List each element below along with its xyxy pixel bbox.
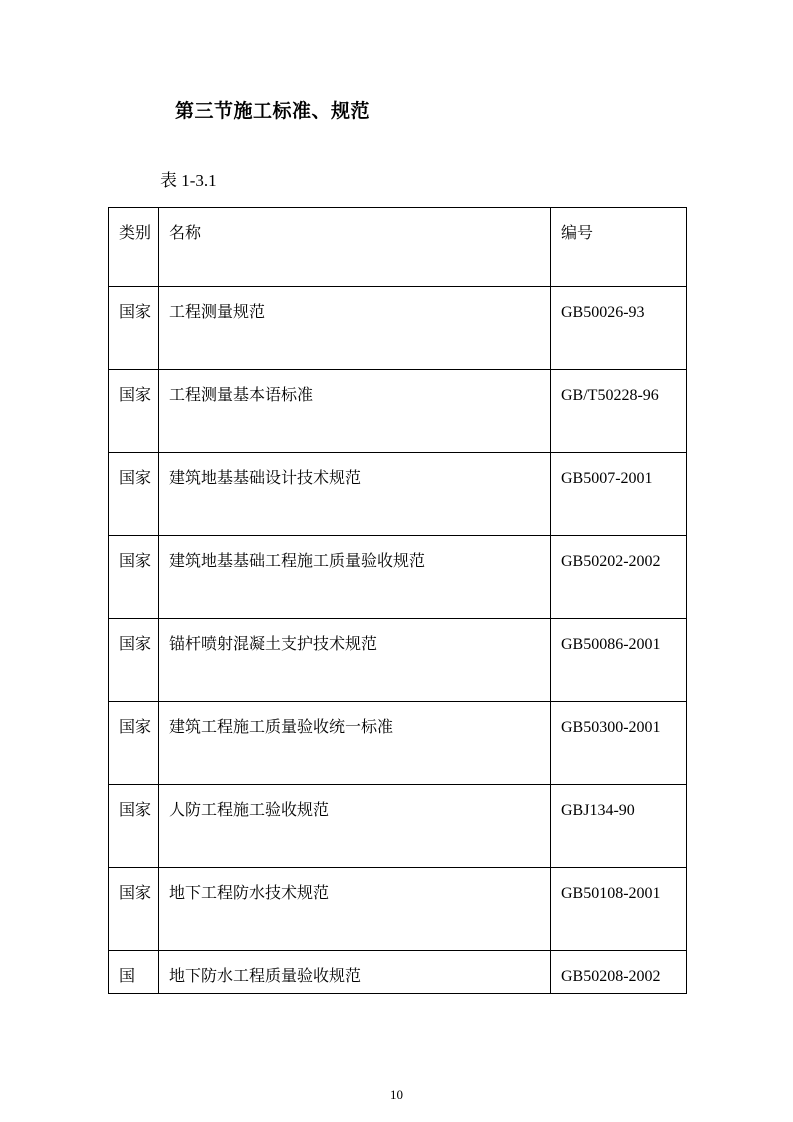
cell-type: 国家 <box>109 868 159 951</box>
cell-name: 建筑工程施工质量验收统一标准 <box>159 702 551 785</box>
cell-name: 工程测量规范 <box>159 287 551 370</box>
cell-code: GB50300-2001 <box>551 702 687 785</box>
cell-type: 国家 <box>109 619 159 702</box>
table-row <box>109 619 687 702</box>
cell-type: 国家 <box>109 287 159 370</box>
standards-table <box>108 207 687 994</box>
cell-name: 工程测量基本语标准 <box>159 370 551 453</box>
table-row <box>109 702 687 785</box>
cell-code: GBJ134-90 <box>551 785 687 868</box>
cell-code: GB50026-93 <box>551 287 687 370</box>
table-row <box>109 785 687 868</box>
cell-name: 地下防水工程质量验收规范 <box>159 951 551 994</box>
cell-type: 国家 <box>109 785 159 868</box>
table-header-row <box>109 208 687 287</box>
cell-code: GB50108-2001 <box>551 868 687 951</box>
cell-name: 建筑地基基础设计技术规范 <box>159 453 551 536</box>
cell-type: 国家 <box>109 702 159 785</box>
cell-type: 国家 <box>109 370 159 453</box>
table-row <box>109 868 687 951</box>
cell-name: 锚杆喷射混凝土支护技术规范 <box>159 619 551 702</box>
column-header-name: 名称 <box>159 208 551 287</box>
column-header-code: 编号 <box>551 208 687 287</box>
table-row <box>109 370 687 453</box>
table-caption: 表 1-3.1 <box>160 171 217 190</box>
cell-name: 地下工程防水技术规范 <box>159 868 551 951</box>
cell-code: GB/T50228-96 <box>551 370 687 453</box>
cell-code: GB50202-2002 <box>551 536 687 619</box>
cell-type: 国家 <box>109 453 159 536</box>
table-row <box>109 453 687 536</box>
table-row <box>109 287 687 370</box>
page-number: 10 <box>390 1087 403 1102</box>
cell-name: 人防工程施工验收规范 <box>159 785 551 868</box>
cell-code: GB5007-2001 <box>551 453 687 536</box>
cell-type: 国 <box>109 951 159 994</box>
column-header-type: 类别 <box>109 208 159 287</box>
table-row <box>109 951 687 994</box>
cell-type: 国家 <box>109 536 159 619</box>
page-title: 第三节施工标准、规范 <box>175 100 371 122</box>
cell-code: GB50086-2001 <box>551 619 687 702</box>
cell-name: 建筑地基基础工程施工质量验收规范 <box>159 536 551 619</box>
table-row <box>109 536 687 619</box>
cell-code: GB50208-2002 <box>551 951 687 994</box>
